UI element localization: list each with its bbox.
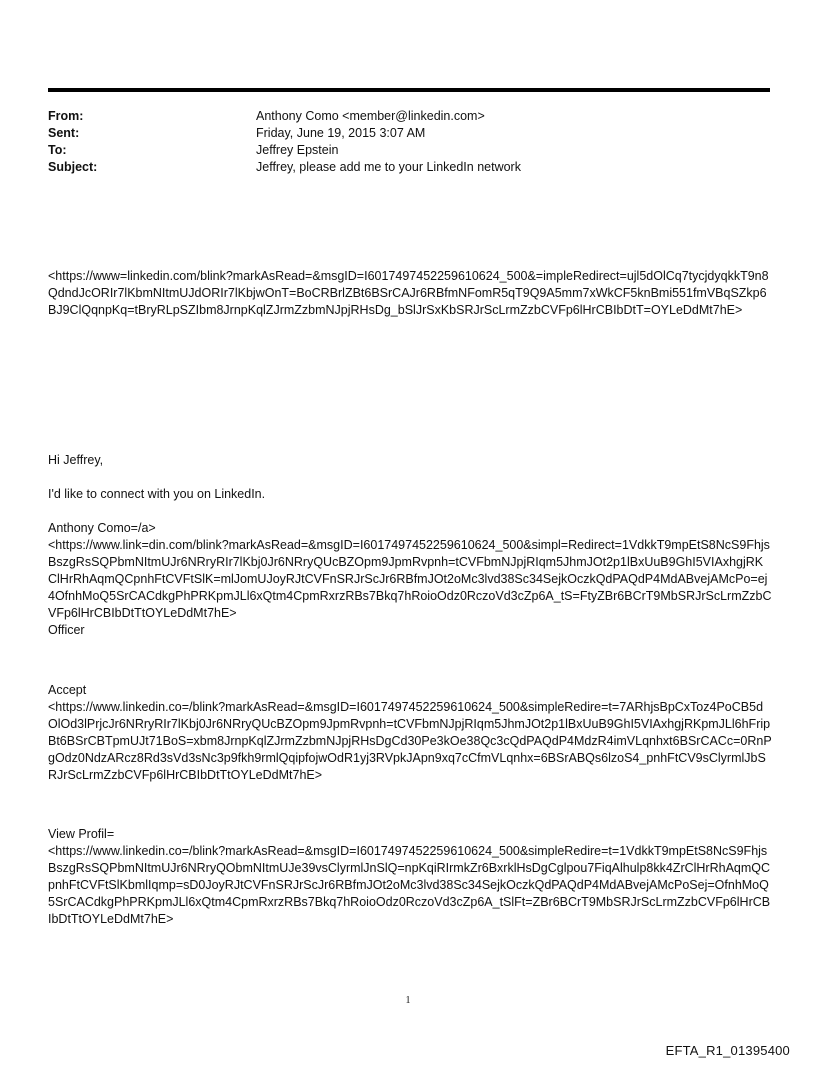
accept-block [48,682,772,784]
from-row [48,108,770,125]
subject-value: Jeffrey, please add me to your LinkedIn network [256,160,521,174]
to-label: To: [48,143,67,157]
header-divider-rule [48,88,770,92]
to-row [48,142,770,159]
connect-message: I'd like to connect with you on LinkedIn. [48,487,266,501]
view-profile-block [48,826,772,928]
bates-stamp: EFTA_R1_01395400 [665,1043,790,1058]
to-value: Jeffrey Epstein [256,143,339,157]
linkedin-mark-read-url[interactable]: <https://www=linkedin.com/blink?markAsRead=&msgID=I6017497452259610624_500&=impleRedirect=ujl5dOlCq7tycjdyqkkT9n8QdndJcORIr7lKbmNItmUJdORIr7lKbjwOnT=BoCRBrlZBt6BSrCAJr6RBfmNFomR5qT9Q9A5mm7xWkCF5knBmi551fmVBqSZkp6BJ9ClQqnpKq=tBryRLpSZIbm8JrnpKqlZJrmZzbmNJpjRHsDg_bSlJrSxKbSRJrScLrmZzbCVFp6lHrCBIbDtT=OYLeDdMt7hE> [48,269,769,317]
accept-link[interactable]: Accept [48,683,87,697]
email-header [48,108,770,176]
sender-profile-url[interactable]: <https://www.link=din.com/blink?markAsRead=&msgID=I6017497452259610624_500&simpl=Redirect=1VdkkT9mpEtS8NcS9FhjsBszgRsSQPbmNItmUJr6NRryRIr7lKbj0Jr6NRryQUcBZOpm9JpmRvpnh=tCVFbmNJpjRIqm5JhmJOt2p1lBxUuB9GhI5VIAxhgjRKClHrRhAqmQCpnhFtCVFtSlK=mlJomUJoyRJtCVFnSRJrScJr6RBfmJOt2oMc3lvd38Sc34SejkOczkQdPAQdP4MdABvejAMcPo=ej4OfnhMoQ5SrCACdkgPhPRKpmJLl6xQtm4CpmRxrzRBs7Bkq7hRoioOdz0RczoVd3cZp6A_tS=FtyZBr6BCrT9MbSRJrScLrmZzbCVFp6lHrCBIbDtTtOYLeDdMt7hE> [48,538,772,620]
sender-title: Officer [48,623,85,637]
sent-value: Friday, June 19, 2015 3:07 AM [256,126,426,140]
from-label: From: [48,109,84,123]
sender-name-link[interactable]: Anthony Como=/a> [48,521,156,535]
from-value: Anthony Como <member@linkedin.com> [256,109,485,123]
sent-label: Sent: [48,126,80,140]
greeting-text: Hi Jeffrey, [48,453,104,467]
subject-row [48,159,770,176]
page-number: 1 [405,995,411,1006]
view-profile-url[interactable]: <https://www.linkedin.co=/blink?markAsRead=&msgID=I6017497452259610624_500&simpleRedire=t=1VdkkT9mpEtS8NcS9FhjsBszgRsSQPbmNItmUJr6NRryQObmNItmUJe39vsClyrmlJnSlQ=npKqiRIrmkZr6BxrklHsDgCglpou7FiqAlhulp8kk4ZrClHrRhAqmQCpnhFtCVFtSlKbmlIqmp=sD0JoyRJtCVFnSRJrScJr6RBfmJOt2oMc3lvd38Sc34SejkOczkQdPAQdP4MdABvejAMcPoSej=OfnhMoQ5SrCACdkgPhPRKpmJLl6xQtm4CpmRxrzRBs7Bkq7hRoioOdz0RczoVd3cZp6A_tSlFt=ZBr6BCrT9MbSRJrScLrmZzbCVFp6lHrCBIbDtTtOYLeDdMt7hE> [48,844,771,926]
view-profile-link[interactable]: View Profil= [48,827,115,841]
sent-row [48,125,770,142]
accept-url[interactable]: <https://www.linkedin.co=/blink?markAsRead=&msgID=I6017497452259610624_500&simpleRedire=t=7ARhjsBpCxToz4PoCB5dOlOd3lPrjcJr6NRryRIr7lKbj0Jr6NRryQUcBZOpm9JpmRvpnh=tCVFbmNJpjRIqm5JhmJOt2p1lBxUuB9GhI5VIAxhgjRKpmJLl6hFripBt6BSrCBTpmUJt71BoS=xbm8JrnpKqlZJrmZzbmNJpjRHsDgCd30Pe3kOe38Qc3cQdPAQdP4MdzR4imVLqnhxt6BSrCACc=0RnPgOdz0NdzARcz8Rd3sVd3sNc3p9fkh9rmlQqipfojwOdR1yj3RVpkJApn9xq7cCfmVLqnhx=6BSrABQs6lzoS4_pnhFtCV9sClyrmlJbSRJrScLrmZzbCVFp6lHrCBIbDtTtOYLeDdMt7hE> [48,700,772,782]
subject-label: Subject: [48,160,98,174]
sender-profile-block [48,520,772,639]
